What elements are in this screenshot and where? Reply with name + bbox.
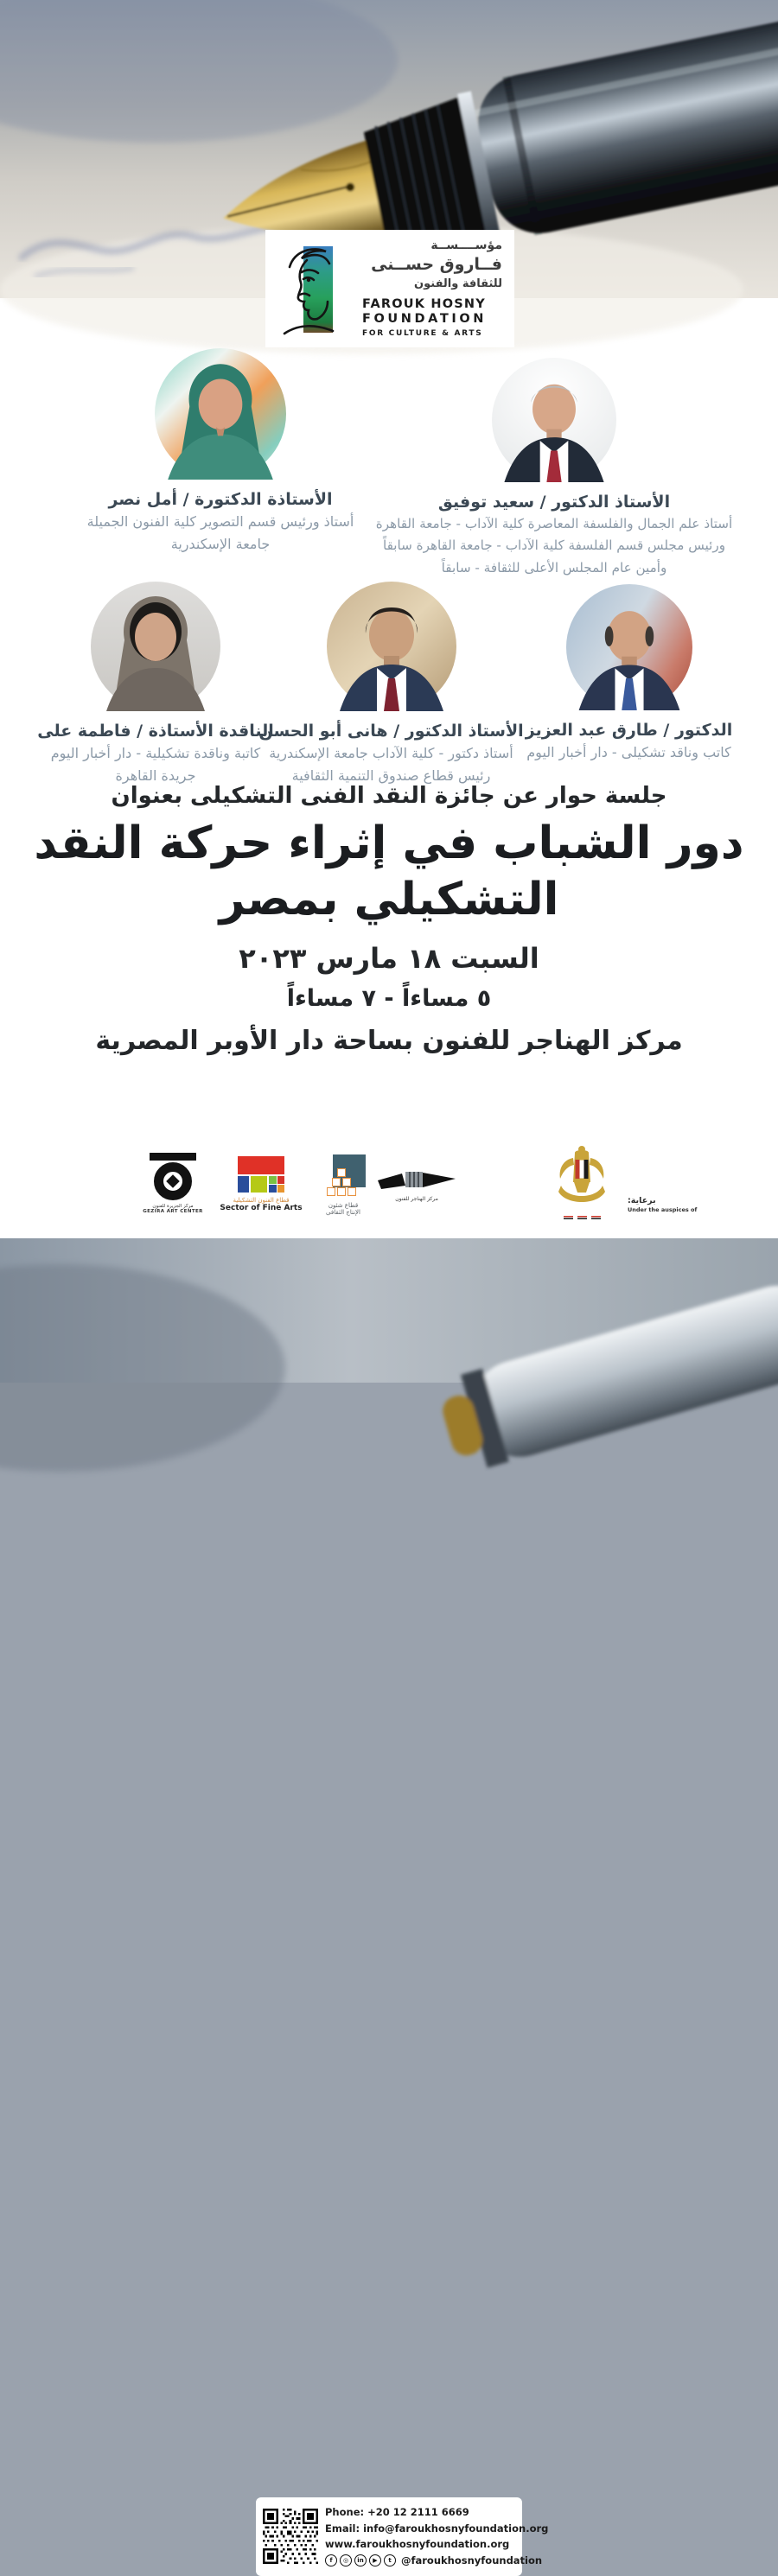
event-title-line1: دور الشباب في إثراء حركة النقد [34, 817, 744, 869]
event-title-line2: التشكيلي بمصر [219, 874, 559, 925]
gezira-logo-diamond [166, 1174, 180, 1188]
hanager-arts-center-logo [373, 1168, 460, 1202]
gezira-logo-ring [154, 1162, 192, 1200]
cultural-production-logo-mark [319, 1154, 367, 1199]
qr-code [263, 2509, 318, 2564]
hanager-logo-mark [376, 1168, 458, 1191]
contact-card [256, 2497, 549, 2576]
contact-lines [325, 2504, 548, 2569]
mini-flags [550, 1216, 614, 1219]
speaker-role: أستاذ دكتور - كلية الآداب جامعة الإسكندرية [269, 745, 513, 761]
speaker-hany-abou-el-hassan [251, 582, 532, 786]
foundation-logo-text [362, 239, 502, 338]
fine-arts-blue-block [238, 1176, 249, 1193]
speaker-role: رئيس قطاع صندوق التنمية الثقافية [291, 767, 491, 785]
linkedin-icon[interactable]: in [354, 2554, 367, 2566]
event-date: السبت ١٨ مارس ٢٠٢٣ [239, 942, 539, 975]
cultural-production-sector-logo [307, 1154, 379, 1216]
logo-arabic-line2: فــاروق حســنى [371, 254, 502, 274]
logo-english-line1: FAROUK HOSNY [362, 296, 486, 311]
pen-photo-bottom [0, 1238, 778, 2566]
speaker-tarek-abdel-aziz [501, 584, 756, 762]
hanager-label: مركز الهناجر للفنون [395, 1196, 438, 1202]
gezira-logo-bar [150, 1153, 196, 1161]
speaker-name: الناقدة الأستاذة / فاطمة على [37, 722, 274, 741]
instagram-icon[interactable]: ◎ [340, 2554, 352, 2566]
foundation-logo-card [265, 230, 514, 347]
sector-of-fine-arts-logo [218, 1156, 304, 1212]
speaker-role: أستاذ ورئيس قسم التصوير كلية الفنون الجميلة [86, 513, 354, 530]
egypt-eagle-emblem [552, 1142, 612, 1210]
speaker-photo [91, 582, 220, 711]
speaker-name: الدكتور / طارق عبد العزيز [525, 721, 733, 740]
speaker-name: الأستاذ الدكتور / سعيد توفيق [437, 493, 671, 512]
foundation-logo-mark [277, 241, 352, 336]
speaker-role: جريدة القاهرة [115, 767, 196, 785]
speaker-photo [566, 584, 692, 710]
speaker-amal-nasr [61, 348, 380, 555]
fine-arts-logo-mark [238, 1156, 284, 1193]
speaker-name: الأستاذة الدكتورة / أمل نصر [108, 490, 333, 509]
twitter-icon[interactable]: t [384, 2554, 396, 2566]
speaker-photo [327, 582, 456, 711]
cultural-production-label-line1: قطاع شئون [328, 1202, 359, 1209]
logo-english-line3: FOR CULTURE & ARTS [362, 328, 483, 338]
fine-arts-label-ar: قطاع الفنون التشكيلية [233, 1197, 290, 1204]
cultural-production-label-line2: الإنتاج الثقافى [326, 1209, 360, 1216]
facebook-icon[interactable]: f [325, 2554, 337, 2566]
gezira-art-center-logo [130, 1153, 216, 1214]
face-sketch-logo [277, 241, 352, 336]
patronage-label-ar: برعاية: [628, 1196, 656, 1205]
speaker-role: كاتبة وناقدة تشكيلية - دار أخبار اليوم [50, 745, 261, 761]
speaker-said-tawfik [374, 358, 734, 577]
patronage-label-en: Under the auspices of [628, 1206, 698, 1213]
youtube-icon[interactable]: ▶ [369, 2554, 381, 2566]
contact-email[interactable]: Email: info@faroukhosnyfoundation.org [325, 2522, 549, 2535]
event-title [0, 816, 778, 928]
sponsor-logos-row [0, 1139, 778, 1234]
speaker-photo [155, 348, 286, 480]
speaker-role: وأمين عام المجلس الأعلى للثقافة - سابقاً [441, 559, 667, 576]
speaker-role: ورئيس مجلس قسم الفلسفة كلية الآداب - جامعة القاهرة سابقاً [382, 537, 726, 554]
social-row [325, 2553, 548, 2569]
egypt-state-emblem [550, 1142, 614, 1219]
event-venue: مركز الهناجر للفنون بساحة دار الأوبر المصرية [95, 1026, 683, 1056]
speaker-photo [492, 358, 616, 482]
contact-website[interactable]: www.faroukhosnyfoundation.org [325, 2538, 510, 2551]
gezira-label-en: GEZIRA ART CENTER [143, 1209, 203, 1214]
contact-phone[interactable]: Phone: +20 12 2111 6669 [325, 2506, 469, 2518]
fine-arts-red-block [238, 1156, 284, 1174]
event-intro: جلسة حوار عن جائزة النقد الفنى التشكيلى بعنوان [111, 783, 667, 809]
event-details [0, 783, 778, 1056]
speaker-role: أستاذ علم الجمال والفلسفة المعاصرة كلية الآداب - جامعة القاهرة [375, 516, 733, 531]
patronage-note [628, 1196, 731, 1213]
logo-arabic-line1: مؤســــســة [430, 239, 502, 253]
logo-english-line2: FOUNDATION [362, 312, 488, 327]
pen-cap-photo [0, 1238, 778, 1383]
fine-arts-green-block [251, 1176, 267, 1193]
logo-arabic-line3: للثقافة والفنون [414, 277, 502, 290]
event-time: ٥ مساءاً - ٧ مساءاً [286, 985, 492, 1012]
fine-arts-label-en: Sector of Fine Arts [220, 1204, 303, 1212]
speaker-role: جامعة الإسكندرية [170, 536, 271, 553]
gezira-label-ar: مركز الجزيرة للفنون [152, 1204, 194, 1209]
fine-arts-mini-grid [269, 1176, 284, 1193]
speaker-name: الأستاذ الدكتور / هانى أبو الحسن [258, 722, 524, 741]
speaker-role: كاتب وناقد تشكيلى - دار أخبار اليوم [526, 744, 731, 760]
social-handle[interactable]: @faroukhosnyfoundation [401, 2554, 543, 2566]
